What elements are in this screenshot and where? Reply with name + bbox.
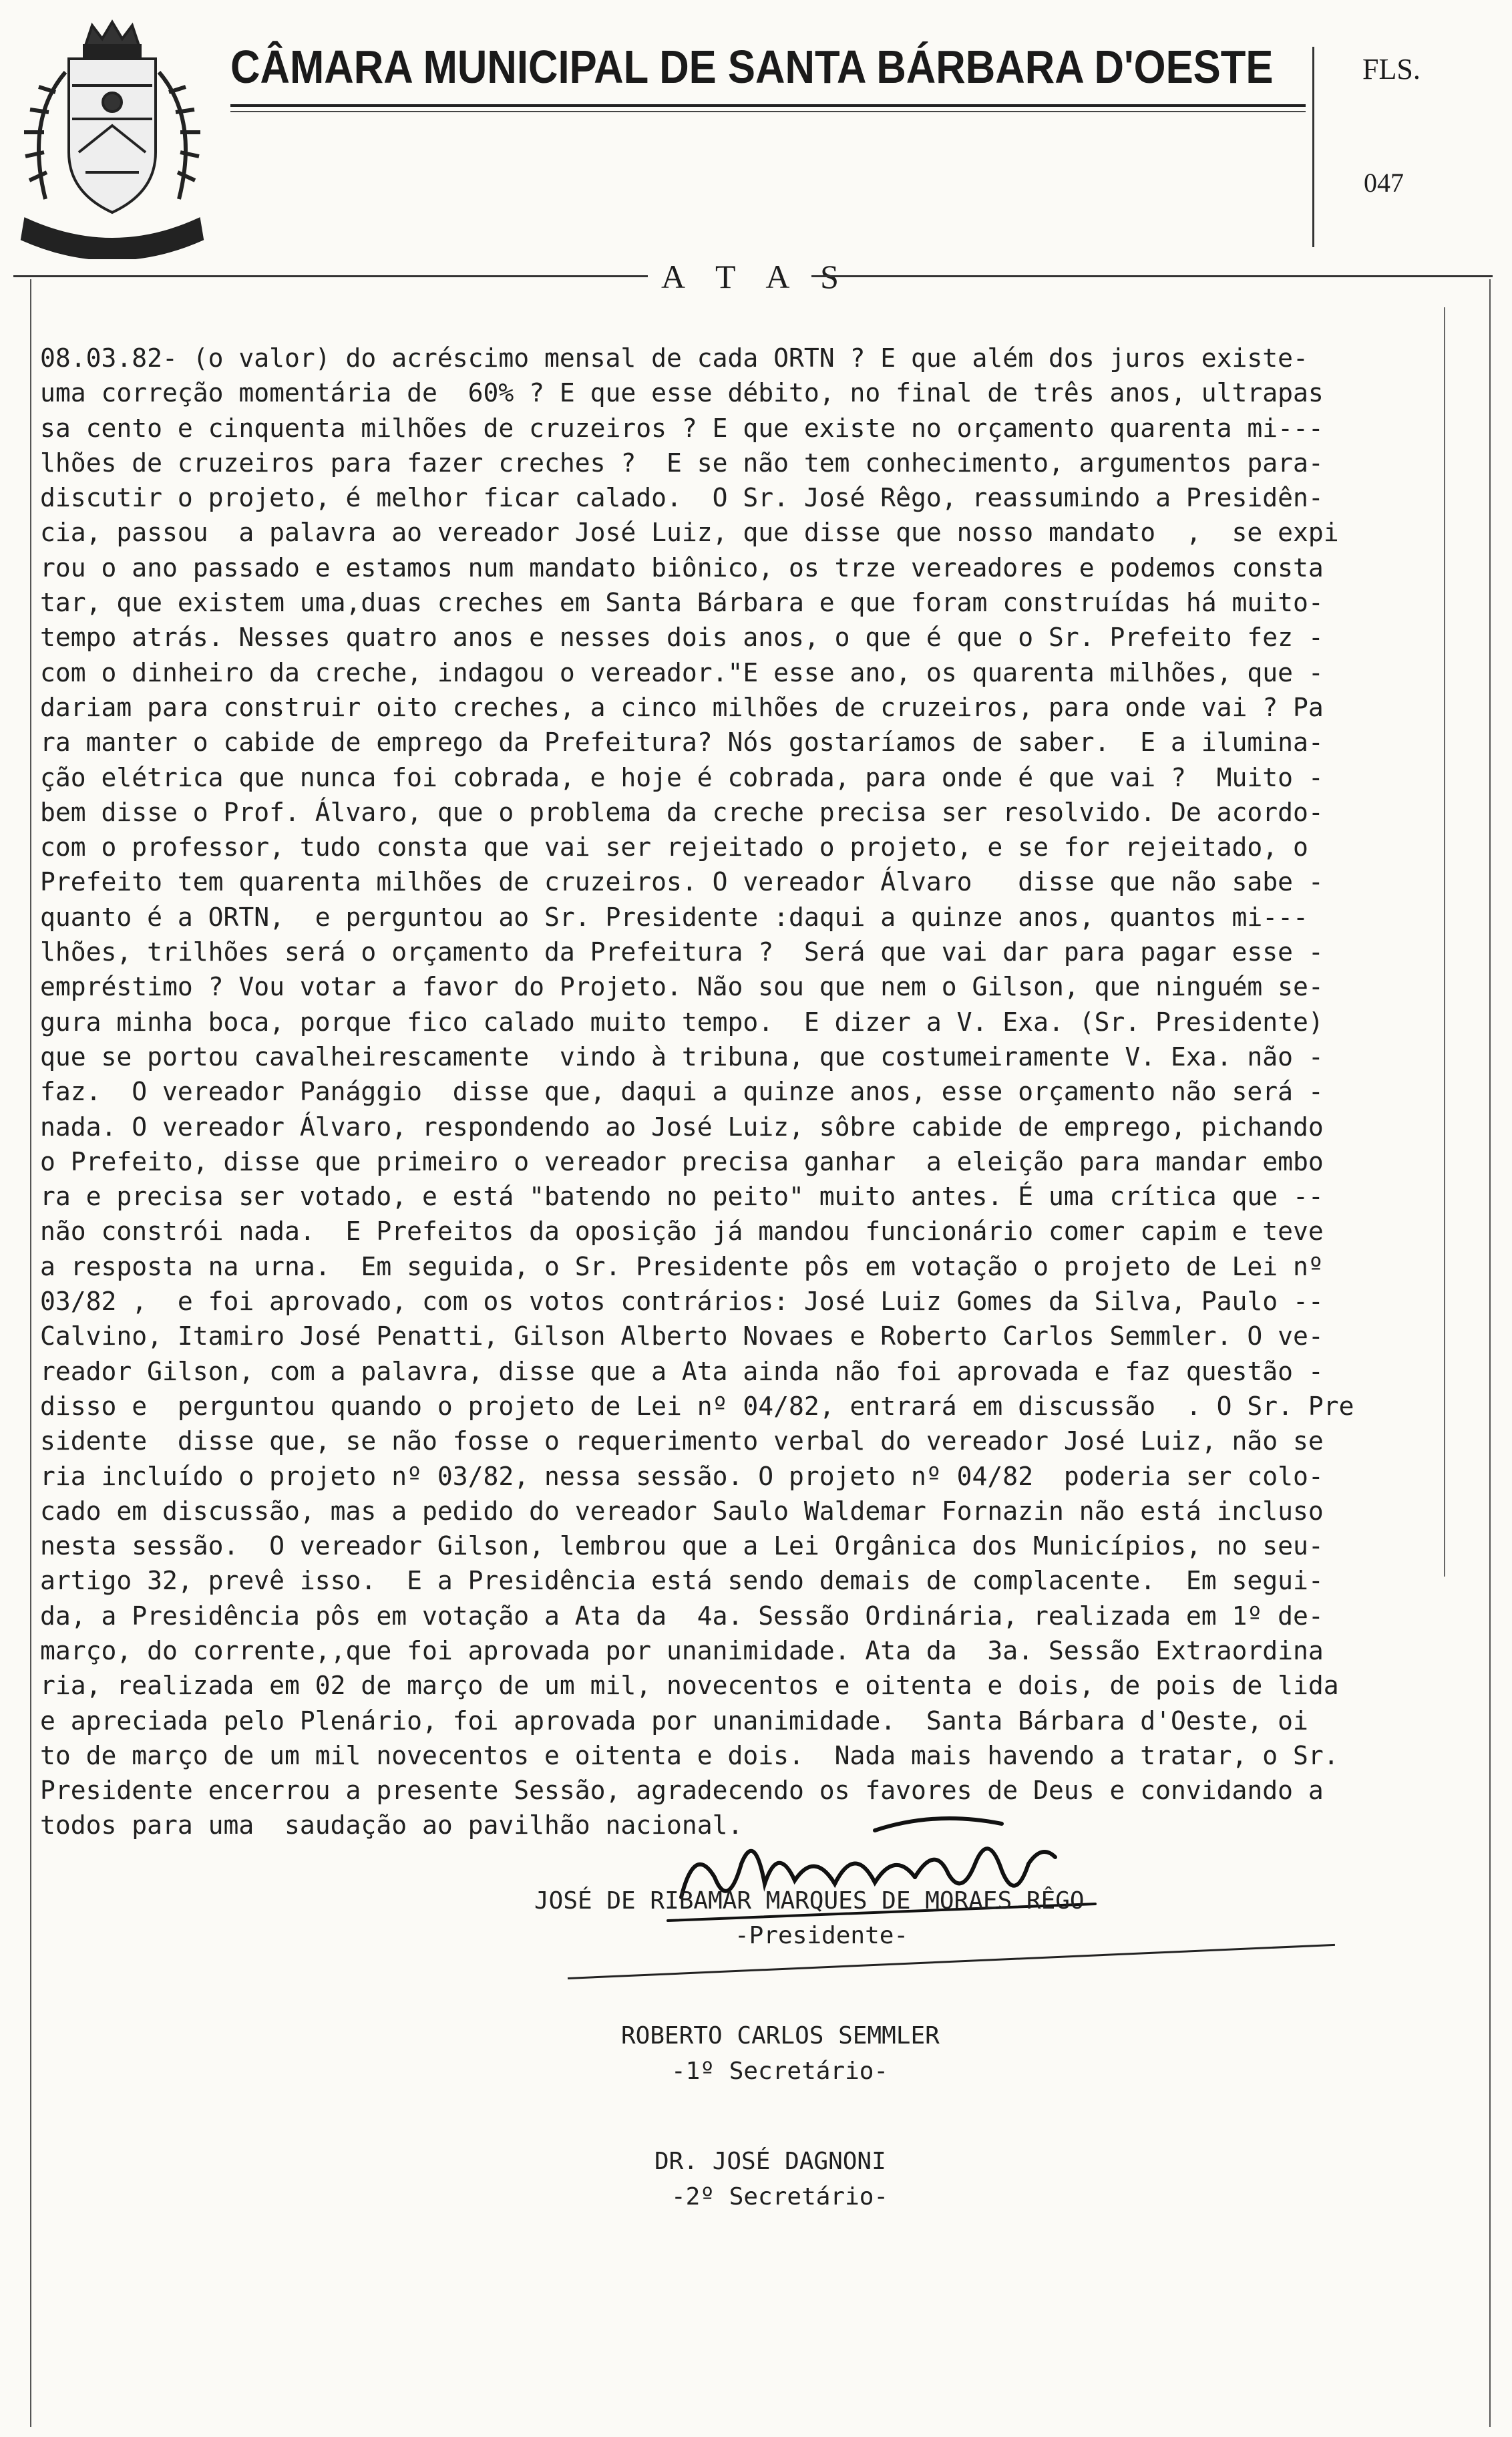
body-line: e apreciada pelo Plenário, foi aprovada por unanimidade. Santa Bárbara d'Oeste, oi xyxy=(40,1705,1308,1736)
body-line: uma correção momentária de 60% ? E que esse débito, no final de três anos, ultrapas xyxy=(40,378,1324,408)
body-line: todos para uma saudação ao pavilhão nacional. xyxy=(40,1810,743,1840)
body-line: reador Gilson, com a palavra, disse que a Ata ainda não foi aprovada e faz questão - xyxy=(40,1356,1324,1386)
body-line: ria, realizada em 02 de março de um mil, novecentos e oitenta e dois, de pois de lida xyxy=(40,1671,1339,1701)
header-separator xyxy=(1312,47,1314,247)
header-rule xyxy=(230,111,1306,112)
page-frame-left xyxy=(30,279,31,2427)
body-line: nada. O vereador Álvaro, respondendo ao José Luiz, sôbre cabide de emprego, pichando xyxy=(40,1112,1324,1142)
institution-title: CÂMARA MUNICIPAL DE SANTA BÁRBARA D'OESTE xyxy=(230,41,1274,93)
body-line: Prefeito tem quarenta milhões de cruzeiros. O vereador Álvaro disse que não sabe - xyxy=(40,867,1324,897)
first-secretary-title: -1º Secretário- xyxy=(671,2058,889,2085)
body-line: dariam para construir oito creches, a cinco milhões de cruzeiros, para onde vai ? Pa xyxy=(40,692,1324,722)
body-line: sa cento e cinquenta milhões de cruzeiros ? E que existe no orçamento quarenta mi--- xyxy=(40,413,1324,443)
body-line: sidente disse que, se não fosse o requerimento verbal do vereador José Luiz, não se xyxy=(40,1426,1324,1456)
body-line: tar, que existem uma,duas creches em Santa Bárbara e que foram construídas há muito- xyxy=(40,588,1324,618)
section-rule xyxy=(13,275,648,277)
body-line: nesta sessão. O vereador Gilson, lembrou que a Lei Orgânica dos Municípios, no seu- xyxy=(40,1531,1324,1561)
body-line: quanto é a ORTN, e perguntou ao Sr. Presidente :daqui a quinze anos, quantos mi--- xyxy=(40,902,1308,932)
body-line: da, a Presidência pôs em votação a Ata da 4a. Sessão Ordinária, realizada em 1º de- xyxy=(40,1601,1324,1631)
body-line: Presidente encerrou a presente Sessão, agradecendo os favores de Deus e convidando a xyxy=(40,1776,1324,1806)
fls-label: FLS. xyxy=(1362,53,1421,86)
body-line: que se portou cavalheirescamente vindo à tribuna, que costumeiramente V. Exa. não - xyxy=(40,1041,1324,1072)
body-line: lhões de cruzeiros para fazer creches ? E se não tem conhecimento, argumentos para- xyxy=(40,448,1324,478)
body-line: ra manter o cabide de emprego da Prefeitura? Nós gostaríamos de saber. E a ilumina- xyxy=(40,727,1324,758)
municipal-crest-logo xyxy=(5,19,219,259)
body-line: com o dinheiro da creche, indagou o vereador."E esse ano, os quarenta milhões, que - xyxy=(40,657,1324,687)
body-line: ra e precisa ser votado, e está "batendo no peito" muito antes. É uma crítica que -- xyxy=(40,1182,1324,1212)
signature-line xyxy=(568,1944,1335,1979)
minutes-body xyxy=(40,341,1463,1843)
body-line: cado em discussão, mas a pedido do vereador Saulo Waldemar Fornazin não está incluso xyxy=(40,1496,1324,1526)
header-rule xyxy=(230,104,1306,107)
president-name: JOSÉ DE RIBAMAR MARQUES DE MORAES RÊGO xyxy=(534,1887,1085,1915)
second-secretary-title: -2º Secretário- xyxy=(671,2183,889,2211)
body-line: artigo 32, prevê isso. E a Presidência está sendo demais de complacente. Em segui- xyxy=(40,1566,1324,1596)
body-line: o Prefeito, disse que primeiro o vereador precisa ganhar a eleição para mandar embo xyxy=(40,1146,1324,1176)
body-line: com o professor, tudo consta que vai ser rejeitado o projeto, e se for rejeitado, o xyxy=(40,832,1308,862)
first-secretary-name: ROBERTO CARLOS SEMMLER xyxy=(621,2022,940,2050)
body-line: ção elétrica que nunca foi cobrada, e hoje é cobrada, para onde é que vai ? Muito - xyxy=(40,762,1324,792)
body-line: março, do corrente,,que foi aprovada por unanimidade. Ata da 3a. Sessão Extraordina xyxy=(40,1635,1324,1665)
body-line: faz. O vereador Panággio disse que, daqui a quinze anos, esse orçamento não será - xyxy=(40,1077,1324,1107)
handwritten-signature xyxy=(654,1804,1109,1937)
second-secretary-name: DR. JOSÉ DAGNONI xyxy=(654,2148,886,2175)
section-rule xyxy=(811,275,1493,277)
body-line: lhões, trilhões será o orçamento da Prefeitura ? Será que vai dar para pagar esse - xyxy=(40,937,1324,967)
page-number: 047 xyxy=(1364,168,1404,198)
body-line: Calvino, Itamiro José Penatti, Gilson Alberto Novaes e Roberto Carlos Semmler. O ve- xyxy=(40,1321,1324,1351)
section-title: A T A S xyxy=(661,258,851,295)
body-line: gura minha boca, porque fico calado muito tempo. E dizer a V. Exa. (Sr. Presidente) xyxy=(40,1007,1324,1037)
body-line: disso e perguntou quando o projeto de Lei nº 04/82, entrará em discussão . O Sr. Pre xyxy=(40,1391,1354,1421)
body-line: 03/82 , e foi aprovado, com os votos contrários: José Luiz Gomes da Silva, Paulo -- xyxy=(40,1287,1324,1317)
body-line: cia, passou a palavra ao vereador José Luiz, que disse que nosso mandato , se expi xyxy=(40,518,1339,548)
body-line: 08.03.82- (o valor) do acréscimo mensal de cada ORTN ? E que além dos juros existe- xyxy=(40,343,1308,373)
body-line: a resposta na urna. Em seguida, o Sr. Presidente pôs em votação o projeto de Lei nº xyxy=(40,1251,1324,1281)
body-line: ria incluído o projeto nº 03/82, nessa sessão. O projeto nº 04/82 poderia ser colo- xyxy=(40,1461,1324,1491)
page-frame-right xyxy=(1489,279,1491,2427)
body-line: empréstimo ? Vou votar a favor do Projeto. Não sou que nem o Gilson, que ninguém se- xyxy=(40,972,1324,1002)
body-line: discutir o projeto, é melhor ficar calado. O Sr. José Rêgo, reassumindo a Presidên- xyxy=(40,483,1324,513)
body-line: não constrói nada. E Prefeitos da oposição já mandou funcionário comer capim e teve xyxy=(40,1216,1324,1247)
president-title: -Presidente- xyxy=(735,1922,909,1949)
body-line: bem disse o Prof. Álvaro, que o problema da creche precisa ser resolvido. De acordo- xyxy=(40,797,1324,827)
body-line: rou o ano passado e estamos num mandato biônico, os trze vereadores e podemos consta xyxy=(40,552,1324,583)
body-line: to de março de um mil novecentos e oitenta e dois. Nada mais havendo a tratar, o Sr. xyxy=(40,1740,1339,1770)
body-line: tempo atrás. Nesses quatro anos e nesses dois anos, o que é que o Sr. Prefeito fez - xyxy=(40,623,1324,653)
